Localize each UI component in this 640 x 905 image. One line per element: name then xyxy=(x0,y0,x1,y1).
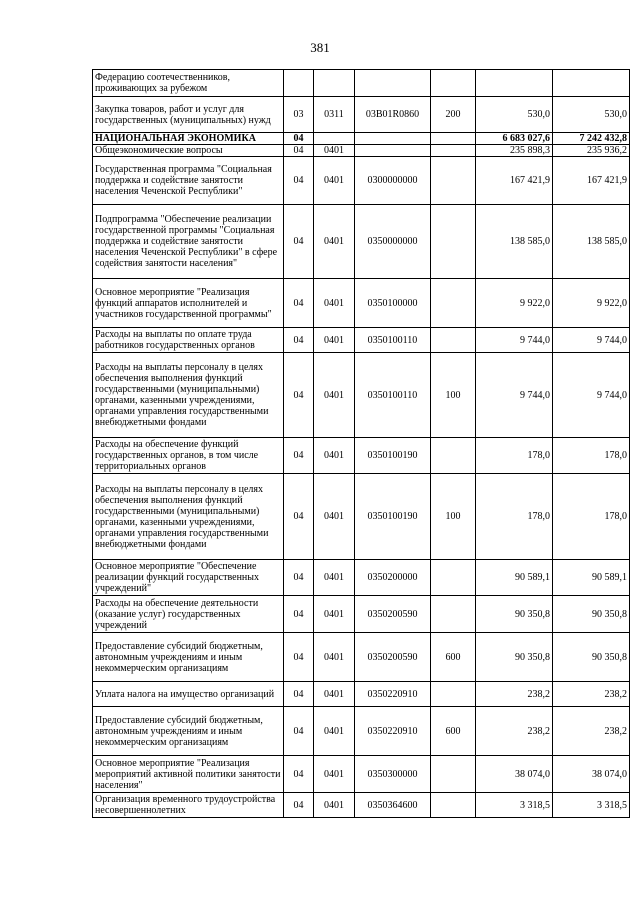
table-row xyxy=(93,793,630,818)
target-article-cell: 03В01R0860 xyxy=(355,97,431,133)
subsection-code-cell: 0401 xyxy=(314,633,355,682)
target-article-cell: 0350100190 xyxy=(355,474,431,560)
budget-table xyxy=(92,69,630,818)
item-name-cell: НАЦИОНАЛЬНАЯ ЭКОНОМИКА xyxy=(93,133,284,145)
expense-type-cell xyxy=(431,756,476,793)
item-name-cell: Расходы на обеспечение функций государственных органов, в том числе территориальных органов xyxy=(93,438,284,474)
target-article-cell: 0350100110 xyxy=(355,353,431,438)
amount-year2-cell: 178,0 xyxy=(553,474,630,560)
section-code-cell: 04 xyxy=(284,353,314,438)
section-code-cell: 04 xyxy=(284,279,314,328)
item-name-cell: Предоставление субсидий бюджетным, автономным учреждениям и иным некоммерческим организациям xyxy=(93,633,284,682)
amount-year2-cell: 9 744,0 xyxy=(553,353,630,438)
section-code-cell: 04 xyxy=(284,474,314,560)
amount-year2-cell: 3 318,5 xyxy=(553,793,630,818)
section-code-cell xyxy=(284,70,314,97)
table-row xyxy=(93,70,630,97)
amount-year1-cell: 9 744,0 xyxy=(476,328,553,353)
table-row xyxy=(93,682,630,707)
section-code-cell: 04 xyxy=(284,707,314,756)
expense-type-cell xyxy=(431,438,476,474)
amount-year2-cell: 9 744,0 xyxy=(553,328,630,353)
section-code-cell: 03 xyxy=(284,97,314,133)
subsection-code-cell: 0401 xyxy=(314,560,355,596)
table-row xyxy=(93,474,630,560)
section-code-cell: 04 xyxy=(284,157,314,205)
amount-year2-cell: 7 242 432,8 xyxy=(553,133,630,145)
amount-year2-cell: 90 350,8 xyxy=(553,596,630,633)
section-code-cell: 04 xyxy=(284,756,314,793)
amount-year1-cell: 3 318,5 xyxy=(476,793,553,818)
section-code-cell: 04 xyxy=(284,145,314,157)
amount-year1-cell: 238,2 xyxy=(476,682,553,707)
target-article-cell xyxy=(355,133,431,145)
item-name-cell: Закупка товаров, работ и услуг для государственных (муниципальных) нужд xyxy=(93,97,284,133)
item-name-cell: Предоставление субсидий бюджетным, автономным учреждениям и иным некоммерческим организациям xyxy=(93,707,284,756)
amount-year1-cell: 138 585,0 xyxy=(476,205,553,279)
target-article-cell: 0350200000 xyxy=(355,560,431,596)
subsection-code-cell: 0401 xyxy=(314,474,355,560)
subsection-code-cell: 0401 xyxy=(314,157,355,205)
section-code-cell: 04 xyxy=(284,133,314,145)
amount-year1-cell: 178,0 xyxy=(476,474,553,560)
expense-type-cell xyxy=(431,145,476,157)
table-row xyxy=(93,157,630,205)
amount-year1-cell: 238,2 xyxy=(476,707,553,756)
section-code-cell: 04 xyxy=(284,682,314,707)
subsection-code-cell: 0401 xyxy=(314,328,355,353)
item-name-cell: Подпрограмма "Обеспечение реализации государственной программы "Социальная поддержка и содействие занятости населения Чеченской Республики" в сфере содействия занятости населения" xyxy=(93,205,284,279)
amount-year1-cell: 38 074,0 xyxy=(476,756,553,793)
target-article-cell xyxy=(355,70,431,97)
amount-year1-cell: 90 350,8 xyxy=(476,596,553,633)
table-row xyxy=(93,596,630,633)
expense-type-cell: 100 xyxy=(431,474,476,560)
amount-year2-cell: 238,2 xyxy=(553,707,630,756)
target-article-cell: 0350100190 xyxy=(355,438,431,474)
item-name-cell: Расходы на выплаты персоналу в целях обеспечения выполнения функций государственными (муниципальными) органами, казенными учреждениями, органами управления государственными внебюджетными фондами xyxy=(93,474,284,560)
amount-year2-cell: 530,0 xyxy=(553,97,630,133)
section-code-cell: 04 xyxy=(284,328,314,353)
amount-year1-cell: 9 922,0 xyxy=(476,279,553,328)
table-row xyxy=(93,205,630,279)
expense-type-cell: 200 xyxy=(431,97,476,133)
subsection-code-cell: 0401 xyxy=(314,279,355,328)
expense-type-cell xyxy=(431,279,476,328)
target-article-cell: 0350000000 xyxy=(355,205,431,279)
expense-type-cell: 600 xyxy=(431,707,476,756)
amount-year2-cell: 90 589,1 xyxy=(553,560,630,596)
item-name-cell: Расходы на выплаты по оплате труда работников государственных органов xyxy=(93,328,284,353)
table-row xyxy=(93,97,630,133)
amount-year2-cell: 235 936,2 xyxy=(553,145,630,157)
item-name-cell: Уплата налога на имущество организаций xyxy=(93,682,284,707)
section-code-cell: 04 xyxy=(284,793,314,818)
table-row xyxy=(93,560,630,596)
table-row xyxy=(93,707,630,756)
table-body xyxy=(93,70,630,818)
table-row xyxy=(93,279,630,328)
item-name-cell: Основное мероприятие "Реализация мероприятий активной политики занятости населения" xyxy=(93,756,284,793)
table-row xyxy=(93,756,630,793)
subsection-code-cell xyxy=(314,70,355,97)
subsection-code-cell: 0401 xyxy=(314,756,355,793)
subsection-code-cell: 0401 xyxy=(314,438,355,474)
amount-year2-cell: 178,0 xyxy=(553,438,630,474)
amount-year1-cell: 530,0 xyxy=(476,97,553,133)
expense-type-cell xyxy=(431,133,476,145)
subsection-code-cell: 0401 xyxy=(314,793,355,818)
subsection-code-cell: 0401 xyxy=(314,707,355,756)
subsection-code-cell xyxy=(314,133,355,145)
expense-type-cell xyxy=(431,560,476,596)
target-article-cell: 0350200590 xyxy=(355,596,431,633)
item-name-cell: Основное мероприятие "Обеспечение реализации функций государственных учреждений" xyxy=(93,560,284,596)
expense-type-cell: 600 xyxy=(431,633,476,682)
amount-year1-cell: 9 744,0 xyxy=(476,353,553,438)
expense-type-cell: 100 xyxy=(431,353,476,438)
subsection-code-cell: 0401 xyxy=(314,145,355,157)
item-name-cell: Общеэкономические вопросы xyxy=(93,145,284,157)
amount-year2-cell: 9 922,0 xyxy=(553,279,630,328)
section-code-cell: 04 xyxy=(284,438,314,474)
target-article-cell: 0350220910 xyxy=(355,707,431,756)
table-row xyxy=(93,633,630,682)
target-article-cell: 0350300000 xyxy=(355,756,431,793)
subsection-code-cell: 0401 xyxy=(314,353,355,438)
subsection-code-cell: 0401 xyxy=(314,682,355,707)
table-row xyxy=(93,145,630,157)
target-article-cell xyxy=(355,145,431,157)
target-article-cell: 0350364600 xyxy=(355,793,431,818)
amount-year1-cell: 90 350,8 xyxy=(476,633,553,682)
amount-year1-cell: 235 898,3 xyxy=(476,145,553,157)
section-code-cell: 04 xyxy=(284,560,314,596)
section-code-cell: 04 xyxy=(284,205,314,279)
amount-year1-cell: 90 589,1 xyxy=(476,560,553,596)
target-article-cell: 0350100000 xyxy=(355,279,431,328)
expense-type-cell xyxy=(431,596,476,633)
table-row xyxy=(93,438,630,474)
item-name-cell: Расходы на выплаты персоналу в целях обеспечения выполнения функций государственными (муниципальными) органами, казенными учреждениями, органами управления государственными внебюджетными фондами xyxy=(93,353,284,438)
table-row xyxy=(93,133,630,145)
amount-year2-cell: 138 585,0 xyxy=(553,205,630,279)
amount-year1-cell: 6 683 027,6 xyxy=(476,133,553,145)
item-name-cell: Федерацию соотечественников, проживающих за рубежом xyxy=(93,70,284,97)
page-number: 381 xyxy=(310,40,330,55)
amount-year1-cell: 167 421,9 xyxy=(476,157,553,205)
section-code-cell: 04 xyxy=(284,596,314,633)
item-name-cell: Основное мероприятие "Реализация функций аппаратов исполнителей и участников государственной программы" xyxy=(93,279,284,328)
expense-type-cell xyxy=(431,157,476,205)
table-row xyxy=(93,353,630,438)
amount-year1-cell: 178,0 xyxy=(476,438,553,474)
subsection-code-cell: 0401 xyxy=(314,205,355,279)
item-name-cell: Расходы на обеспечение деятельности (оказание услуг) государственных учреждений xyxy=(93,596,284,633)
expense-type-cell xyxy=(431,328,476,353)
amount-year2-cell: 38 074,0 xyxy=(553,756,630,793)
subsection-code-cell: 0311 xyxy=(314,97,355,133)
expense-type-cell xyxy=(431,205,476,279)
amount-year2-cell: 90 350,8 xyxy=(553,633,630,682)
amount-year2-cell: 167 421,9 xyxy=(553,157,630,205)
subsection-code-cell: 0401 xyxy=(314,596,355,633)
expense-type-cell xyxy=(431,793,476,818)
target-article-cell: 0350200590 xyxy=(355,633,431,682)
target-article-cell: 0350220910 xyxy=(355,682,431,707)
target-article-cell: 0350100110 xyxy=(355,328,431,353)
section-code-cell: 04 xyxy=(284,633,314,682)
item-name-cell: Организация временного трудоустройства несовершеннолетних xyxy=(93,793,284,818)
item-name-cell: Государственная программа "Социальная поддержка и содействие занятости населения Чеченской Республики" xyxy=(93,157,284,205)
amount-year2-cell xyxy=(553,70,630,97)
expense-type-cell xyxy=(431,682,476,707)
amount-year1-cell xyxy=(476,70,553,97)
target-article-cell: 0300000000 xyxy=(355,157,431,205)
table-row xyxy=(93,328,630,353)
amount-year2-cell: 238,2 xyxy=(553,682,630,707)
expense-type-cell xyxy=(431,70,476,97)
